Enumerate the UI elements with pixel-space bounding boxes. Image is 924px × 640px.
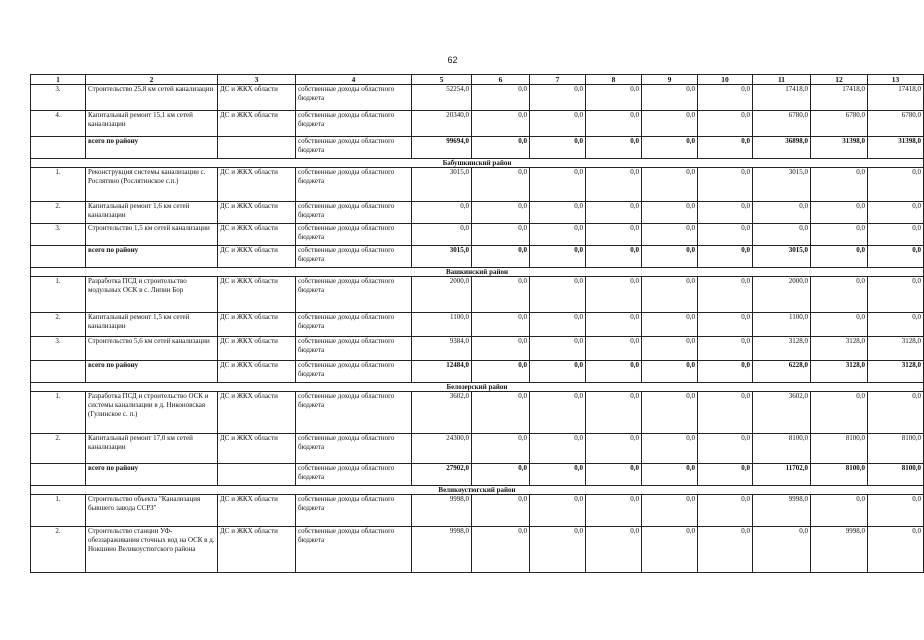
amount-cell: 6780,0	[753, 111, 811, 137]
district-name: Бабушкинский район	[31, 159, 924, 168]
row-number	[31, 361, 86, 383]
amount-cell: 0,0	[698, 168, 753, 202]
amount-cell: 0,0	[472, 111, 530, 137]
amount-cell: 0,0	[698, 111, 753, 137]
amount-cell: 0,0	[586, 495, 642, 527]
amount-cell: 36898,0	[753, 137, 811, 159]
column-header: 4	[296, 75, 412, 85]
amount-cell: 0,0	[868, 246, 924, 268]
amount-cell: 0,0	[811, 224, 868, 246]
row-number: 2.	[31, 527, 86, 573]
amount-cell: 0,0	[472, 246, 530, 268]
amount-cell: 0,0	[586, 392, 642, 434]
funding-source: собственные доходы областного бюджета	[296, 85, 412, 111]
row-number: 1.	[31, 495, 86, 527]
amount-cell: 0,0	[412, 224, 472, 246]
budget-table	[30, 74, 924, 573]
row-number: 1.	[31, 168, 86, 202]
executor: ДС и ЖКХ области	[218, 392, 296, 434]
column-header: 3	[218, 75, 296, 85]
amount-cell: 0,0	[586, 224, 642, 246]
row-number: 3.	[31, 337, 86, 361]
amount-cell: 0,0	[472, 495, 530, 527]
amount-cell: 0,0	[811, 202, 868, 224]
amount-cell: 0,0	[642, 85, 698, 111]
amount-cell: 0,0	[868, 392, 924, 434]
amount-cell: 0,0	[530, 434, 586, 464]
amount-cell: 0,0	[530, 246, 586, 268]
funding-source: собственные доходы областного бюджета	[296, 224, 412, 246]
project-name: Капитальный ремонт 1,5 км сетей канализации	[86, 313, 218, 337]
column-header: 10	[698, 75, 753, 85]
amount-cell: 0,0	[530, 224, 586, 246]
amount-cell: 0,0	[868, 277, 924, 313]
amount-cell: 0,0	[586, 313, 642, 337]
project-row	[31, 337, 924, 361]
executor	[218, 464, 296, 486]
amount-cell: 0,0	[698, 246, 753, 268]
project-name: Строительство станции УФ-обеззараживания сточных вод на ОСК в д. Нокшино Великоустюгского района	[86, 527, 218, 573]
executor: ДС и ЖКХ области	[218, 527, 296, 573]
column-header: 1	[31, 75, 86, 85]
amount-cell: 0,0	[530, 495, 586, 527]
amount-cell: 0,0	[586, 111, 642, 137]
project-name: Разработка ПСД и строительство модульных ОСК в с. Липин Бор	[86, 277, 218, 313]
district-header-row	[31, 383, 924, 392]
amount-cell: 0,0	[530, 313, 586, 337]
district-name: Великоустюгский район	[31, 486, 924, 495]
executor: ДС и ЖКХ области	[218, 277, 296, 313]
project-name: Реконструкция системы канализации с. Рослятино (Рослятинское с.п.)	[86, 168, 218, 202]
amount-cell: 0,0	[811, 495, 868, 527]
amount-cell: 0,0	[868, 168, 924, 202]
amount-cell: 17418,0	[868, 85, 924, 111]
amount-cell: 0,0	[698, 313, 753, 337]
district-name: Белозерский район	[31, 383, 924, 392]
district-total-row	[31, 137, 924, 159]
project-row	[31, 202, 924, 224]
funding-source: собственные доходы областного бюджета	[296, 277, 412, 313]
project-name: Капитальный ремонт 17,0 км сетей канализации	[86, 434, 218, 464]
row-number	[31, 464, 86, 486]
amount-cell: 0,0	[811, 313, 868, 337]
project-row	[31, 392, 924, 434]
amount-cell: 0,0	[472, 434, 530, 464]
amount-cell: 0,0	[472, 337, 530, 361]
amount-cell: 0,0	[642, 337, 698, 361]
amount-cell: 0,0	[472, 137, 530, 159]
amount-cell: 0,0	[698, 392, 753, 434]
amount-cell: 0,0	[530, 392, 586, 434]
amount-cell: 0,0	[586, 434, 642, 464]
column-header: 6	[472, 75, 530, 85]
amount-cell: 8100,0	[753, 434, 811, 464]
row-number: 3.	[31, 85, 86, 111]
amount-cell: 1100,0	[753, 313, 811, 337]
amount-cell: 8100,0	[811, 464, 868, 486]
amount-cell: 0,0	[811, 392, 868, 434]
amount-cell: 9998,0	[753, 495, 811, 527]
amount-cell: 0,0	[811, 277, 868, 313]
amount-cell: 0,0	[472, 277, 530, 313]
amount-cell: 0,0	[530, 361, 586, 383]
executor: ДС и ЖКХ области	[218, 224, 296, 246]
amount-cell: 0,0	[642, 392, 698, 434]
column-header: 8	[586, 75, 642, 85]
funding-source: собственные доходы областного бюджета	[296, 246, 412, 268]
row-number: 2.	[31, 434, 86, 464]
amount-cell: 0,0	[698, 464, 753, 486]
column-number-header-row	[31, 75, 924, 85]
project-row	[31, 495, 924, 527]
amount-cell: 0,0	[698, 224, 753, 246]
project-name: всего по району	[86, 361, 218, 383]
column-header: 2	[86, 75, 218, 85]
amount-cell: 0,0	[698, 361, 753, 383]
amount-cell: 3128,0	[868, 337, 924, 361]
amount-cell: 3128,0	[753, 337, 811, 361]
project-name: Строительство 25,8 км сетей канализации	[86, 85, 218, 111]
project-name: Строительство объекта "Канализация бывшего завода ССРЗ"	[86, 495, 218, 527]
project-name: Строительство 5,6 км сетей канализации	[86, 337, 218, 361]
amount-cell: 0,0	[586, 361, 642, 383]
amount-cell: 0,0	[530, 168, 586, 202]
amount-cell: 0,0	[642, 246, 698, 268]
amount-cell: 0,0	[530, 85, 586, 111]
amount-cell: 12484,0	[412, 361, 472, 383]
amount-cell: 0,0	[642, 137, 698, 159]
amount-cell: 9998,0	[412, 527, 472, 573]
amount-cell: 3128,0	[811, 337, 868, 361]
amount-cell: 0,0	[698, 434, 753, 464]
amount-cell: 0,0	[412, 202, 472, 224]
funding-source: собственные доходы областного бюджета	[296, 137, 412, 159]
amount-cell: 17418,0	[753, 85, 811, 111]
amount-cell: 8100,0	[868, 434, 924, 464]
amount-cell: 0,0	[868, 202, 924, 224]
project-row	[31, 224, 924, 246]
amount-cell: 0,0	[586, 85, 642, 111]
row-number: 1.	[31, 277, 86, 313]
executor: ДС и ЖКХ области	[218, 85, 296, 111]
executor: ДС и ЖКХ области	[218, 361, 296, 383]
amount-cell: 0,0	[472, 313, 530, 337]
amount-cell: 0,0	[586, 246, 642, 268]
funding-source: собственные доходы областного бюджета	[296, 313, 412, 337]
row-number: 4.	[31, 111, 86, 137]
amount-cell: 0,0	[642, 277, 698, 313]
amount-cell: 0,0	[698, 277, 753, 313]
amount-cell: 8100,0	[868, 464, 924, 486]
amount-cell: 0,0	[642, 111, 698, 137]
amount-cell: 0,0	[753, 527, 811, 573]
district-header-row	[31, 159, 924, 168]
column-header: 13	[868, 75, 924, 85]
executor: ДС и ЖКХ области	[218, 313, 296, 337]
project-row	[31, 527, 924, 573]
amount-cell: 0,0	[586, 137, 642, 159]
amount-cell: 0,0	[642, 434, 698, 464]
executor	[218, 137, 296, 159]
amount-cell: 0,0	[472, 527, 530, 573]
amount-cell: 6228,0	[753, 361, 811, 383]
amount-cell: 0,0	[811, 246, 868, 268]
project-row	[31, 277, 924, 313]
funding-source: собственные доходы областного бюджета	[296, 392, 412, 434]
district-total-row	[31, 246, 924, 268]
amount-cell: 0,0	[586, 337, 642, 361]
project-name: Капитальный ремонт 1,6 км сетей канализации	[86, 202, 218, 224]
amount-cell: 0,0	[530, 277, 586, 313]
amount-cell: 0,0	[472, 224, 530, 246]
row-number: 3.	[31, 224, 86, 246]
amount-cell: 9998,0	[412, 495, 472, 527]
amount-cell: 11702,0	[753, 464, 811, 486]
amount-cell: 0,0	[472, 202, 530, 224]
column-header: 11	[753, 75, 811, 85]
row-number	[31, 137, 86, 159]
project-name: Строительство 1,5 км сетей канализации	[86, 224, 218, 246]
executor: ДС и ЖКХ области	[218, 337, 296, 361]
project-row	[31, 434, 924, 464]
amount-cell: 0,0	[642, 527, 698, 573]
district-total-row	[31, 464, 924, 486]
amount-cell: 0,0	[753, 202, 811, 224]
project-name: всего по району	[86, 464, 218, 486]
amount-cell: 24300,0	[412, 434, 472, 464]
amount-cell: 0,0	[698, 202, 753, 224]
amount-cell: 31398,0	[868, 137, 924, 159]
row-number: 2.	[31, 202, 86, 224]
amount-cell: 1100,0	[412, 313, 472, 337]
executor: ДС и ЖКХ области	[218, 246, 296, 268]
amount-cell: 6780,0	[868, 111, 924, 137]
amount-cell: 52254,0	[412, 85, 472, 111]
district-total-row	[31, 361, 924, 383]
amount-cell: 0,0	[472, 168, 530, 202]
project-name: всего по району	[86, 246, 218, 268]
amount-cell: 0,0	[642, 202, 698, 224]
amount-cell: 0,0	[698, 85, 753, 111]
amount-cell: 0,0	[642, 313, 698, 337]
amount-cell: 0,0	[530, 464, 586, 486]
amount-cell: 3015,0	[412, 168, 472, 202]
project-row	[31, 168, 924, 202]
funding-source: собственные доходы областного бюджета	[296, 464, 412, 486]
amount-cell: 3602,0	[412, 392, 472, 434]
amount-cell: 0,0	[698, 337, 753, 361]
column-header: 5	[412, 75, 472, 85]
funding-source: собственные доходы областного бюджета	[296, 361, 412, 383]
amount-cell: 17418,0	[811, 85, 868, 111]
funding-source: собственные доходы областного бюджета	[296, 168, 412, 202]
amount-cell: 99694,0	[412, 137, 472, 159]
amount-cell: 0,0	[868, 224, 924, 246]
amount-cell: 0,0	[472, 361, 530, 383]
amount-cell: 0,0	[868, 313, 924, 337]
page-number: 62	[447, 55, 458, 65]
amount-cell: 0,0	[642, 224, 698, 246]
amount-cell: 3015,0	[753, 168, 811, 202]
amount-cell: 3015,0	[753, 246, 811, 268]
executor: ДС и ЖКХ области	[218, 168, 296, 202]
executor: ДС и ЖКХ области	[218, 202, 296, 224]
district-header-row	[31, 486, 924, 495]
amount-cell: 20340,0	[412, 111, 472, 137]
project-name: Разработка ПСД и строительство ОСК и системы канализации в д. Никоновская (Гулинское с. п.)	[86, 392, 218, 434]
amount-cell: 9998,0	[811, 527, 868, 573]
project-row	[31, 111, 924, 137]
funding-source: собственные доходы областного бюджета	[296, 527, 412, 573]
amount-cell: 0,0	[642, 464, 698, 486]
amount-cell: 0,0	[586, 464, 642, 486]
amount-cell: 0,0	[698, 495, 753, 527]
executor: ДС и ЖКХ области	[218, 434, 296, 464]
amount-cell: 3602,0	[753, 392, 811, 434]
column-header: 7	[530, 75, 586, 85]
row-number: 1.	[31, 392, 86, 434]
executor: ДС и ЖКХ области	[218, 495, 296, 527]
amount-cell: 0,0	[698, 137, 753, 159]
row-number	[31, 246, 86, 268]
amount-cell: 0,0	[530, 202, 586, 224]
amount-cell: 0,0	[586, 277, 642, 313]
amount-cell: 0,0	[530, 527, 586, 573]
amount-cell: 3015,0	[412, 246, 472, 268]
row-number: 2.	[31, 313, 86, 337]
column-header: 12	[811, 75, 868, 85]
amount-cell: 0,0	[642, 361, 698, 383]
district-name: Вашкинский район	[31, 268, 924, 277]
amount-cell: 0,0	[530, 111, 586, 137]
amount-cell: 2000,0	[753, 277, 811, 313]
project-row	[31, 313, 924, 337]
funding-source: собственные доходы областного бюджета	[296, 434, 412, 464]
amount-cell: 0,0	[811, 168, 868, 202]
amount-cell: 0,0	[472, 85, 530, 111]
project-name: всего по району	[86, 137, 218, 159]
amount-cell: 3128,0	[811, 361, 868, 383]
amount-cell: 9384,0	[412, 337, 472, 361]
amount-cell: 0,0	[586, 168, 642, 202]
amount-cell: 0,0	[868, 527, 924, 573]
amount-cell: 3128,0	[868, 361, 924, 383]
project-row	[31, 85, 924, 111]
amount-cell: 0,0	[472, 464, 530, 486]
amount-cell: 0,0	[753, 224, 811, 246]
column-header: 9	[642, 75, 698, 85]
funding-source: собственные доходы областного бюджета	[296, 337, 412, 361]
amount-cell: 0,0	[642, 168, 698, 202]
amount-cell: 2000,0	[412, 277, 472, 313]
funding-source: собственные доходы областного бюджета	[296, 111, 412, 137]
amount-cell: 6780,0	[811, 111, 868, 137]
amount-cell: 0,0	[868, 495, 924, 527]
amount-cell: 31398,0	[811, 137, 868, 159]
amount-cell: 0,0	[586, 527, 642, 573]
amount-cell: 8100,0	[811, 434, 868, 464]
project-name: Капитальный ремонт 15,1 км сетей канализации	[86, 111, 218, 137]
funding-source: собственные доходы областного бюджета	[296, 202, 412, 224]
amount-cell: 27902,0	[412, 464, 472, 486]
amount-cell: 0,0	[530, 137, 586, 159]
amount-cell: 0,0	[642, 495, 698, 527]
district-header-row	[31, 268, 924, 277]
amount-cell: 0,0	[472, 392, 530, 434]
funding-source: собственные доходы областного бюджета	[296, 495, 412, 527]
amount-cell: 0,0	[586, 202, 642, 224]
amount-cell: 0,0	[698, 527, 753, 573]
amount-cell: 0,0	[530, 337, 586, 361]
executor: ДС и ЖКХ области	[218, 111, 296, 137]
